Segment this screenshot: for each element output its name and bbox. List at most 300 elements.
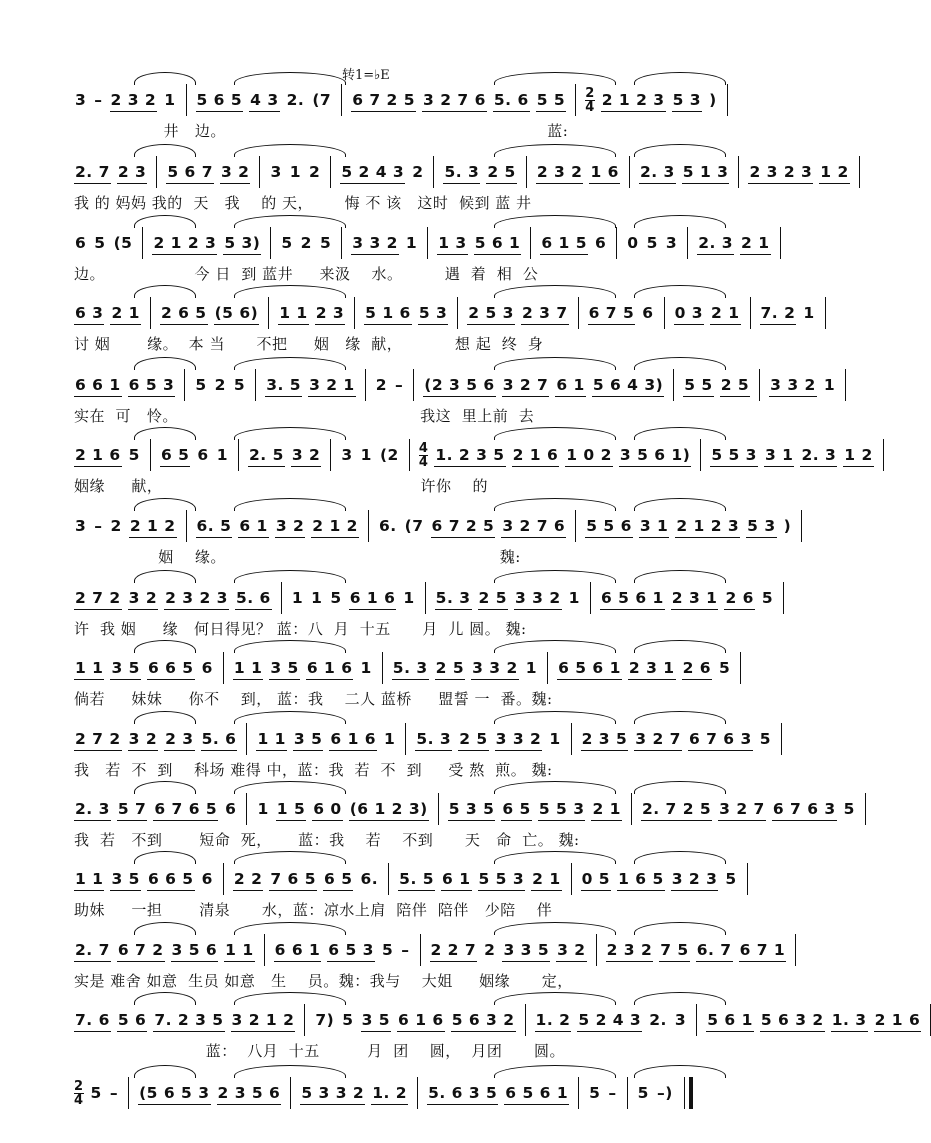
note-group: 1 bbox=[405, 234, 418, 252]
underline-beam bbox=[164, 750, 194, 751]
note-group: 5 6 3 2 bbox=[760, 1011, 825, 1029]
note-group: 5. 3 bbox=[443, 163, 480, 181]
note-group: 3 3 2 bbox=[514, 589, 562, 607]
note-group: 0 5 bbox=[581, 870, 611, 888]
barline bbox=[795, 934, 796, 966]
note-group: 1 1 bbox=[74, 870, 104, 888]
underline-beam bbox=[329, 750, 377, 751]
underline-beam bbox=[634, 750, 682, 751]
note-group: – bbox=[94, 517, 103, 535]
underline-beam bbox=[443, 183, 480, 184]
note-group: 5 5 3 bbox=[538, 800, 586, 818]
underline-beam bbox=[311, 537, 359, 538]
underline-beam bbox=[430, 961, 478, 962]
lyrics-line: 我 的 妈妈 我的 天 我 的 天， 悔 不 该 这时 候到 蓝 井 bbox=[74, 194, 532, 212]
note-group: 6 5 3 bbox=[128, 376, 176, 394]
underline-beam bbox=[269, 890, 317, 891]
slur-mark bbox=[494, 640, 616, 653]
underline-beam bbox=[361, 1031, 391, 1032]
underline-beam bbox=[540, 254, 588, 255]
note-group: 6. 5 bbox=[196, 517, 233, 535]
underline-beam bbox=[249, 111, 279, 112]
slur-mark bbox=[634, 640, 726, 653]
note-group: 4 3 bbox=[249, 91, 279, 109]
final-barline bbox=[684, 1077, 693, 1109]
note-group: 7) bbox=[315, 1011, 335, 1029]
underline-beam bbox=[592, 396, 664, 397]
slur-mark bbox=[234, 992, 346, 1005]
note-group: 1 bbox=[311, 589, 323, 607]
underline-beam bbox=[710, 466, 758, 467]
note-group: – bbox=[395, 376, 404, 394]
score-system bbox=[74, 142, 849, 214]
underline-beam bbox=[501, 820, 531, 821]
note-group: 5 3 5 bbox=[448, 800, 496, 818]
underline-beam bbox=[74, 609, 122, 610]
slur-mark bbox=[134, 781, 196, 794]
lyrics-line: 姻缘 献， 许你 的 bbox=[74, 477, 489, 495]
note-group: 2 3 bbox=[164, 730, 194, 748]
note-group: 3 bbox=[270, 163, 282, 181]
note-group: 5 5 6 bbox=[585, 517, 633, 535]
note-group: 2. 7 bbox=[74, 163, 111, 181]
note-group: 6 1 6 bbox=[329, 730, 377, 748]
note-group: 0 bbox=[627, 234, 639, 252]
underline-beam bbox=[748, 183, 813, 184]
barline bbox=[150, 439, 151, 471]
notation-line bbox=[74, 369, 836, 401]
underline-beam bbox=[74, 1031, 111, 1032]
lyrics-line: 井 边。 蓝: bbox=[74, 122, 569, 140]
note-group: 2 7 2 bbox=[74, 589, 122, 607]
lyrics-line: 蓝： 八月 十五 月 团 圆， 月团 圆。 bbox=[74, 1042, 565, 1060]
underline-beam bbox=[110, 890, 140, 891]
barline bbox=[425, 582, 426, 614]
underline-beam bbox=[458, 750, 488, 751]
note-group: – bbox=[608, 1084, 617, 1102]
note-group: 1 bbox=[257, 800, 269, 818]
underline-beam bbox=[364, 324, 412, 325]
score-system bbox=[74, 355, 836, 427]
underline-beam bbox=[493, 111, 530, 112]
barline bbox=[825, 297, 826, 329]
note-group: ) bbox=[709, 91, 717, 109]
underline-beam bbox=[538, 820, 586, 821]
note-group: 3 5 6 bbox=[171, 941, 219, 959]
note-group: 3 5 bbox=[293, 730, 323, 748]
note-group: 5. 6 bbox=[235, 589, 272, 607]
underline-beam bbox=[312, 820, 342, 821]
slur-mark bbox=[234, 781, 346, 794]
underline-beam bbox=[435, 679, 465, 680]
barline bbox=[330, 156, 331, 188]
underline-beam bbox=[720, 396, 750, 397]
note-group: 1 6 bbox=[589, 163, 619, 181]
note-group: 6. bbox=[360, 870, 379, 888]
note-group: 2. 5 bbox=[248, 446, 285, 464]
underline-beam bbox=[351, 254, 399, 255]
note-group: 3 2 bbox=[128, 589, 158, 607]
note-group: 6 1 6 bbox=[306, 659, 354, 677]
underline-beam bbox=[639, 537, 669, 538]
note-group: – bbox=[94, 91, 103, 109]
barline bbox=[750, 297, 751, 329]
barline bbox=[783, 582, 784, 614]
slur-mark bbox=[634, 851, 726, 864]
note-group: –) bbox=[656, 1084, 673, 1102]
barline bbox=[883, 439, 884, 471]
notation-line bbox=[74, 582, 792, 614]
note-group: 6 1 bbox=[555, 376, 585, 394]
underline-beam bbox=[502, 396, 550, 397]
underline-beam bbox=[764, 466, 794, 467]
note-group: 3 bbox=[75, 91, 87, 109]
barline bbox=[264, 934, 265, 966]
lyrics-line: 倘若 妹妹 你不 到， 蓝：我 二人 蓝桥 盟誓 一 番。魏: bbox=[74, 690, 553, 708]
note-group: 5 bbox=[381, 941, 394, 959]
barline bbox=[740, 652, 741, 684]
barline bbox=[457, 297, 458, 329]
note-group: 1 bbox=[549, 730, 561, 748]
note-group: 3 2 bbox=[291, 446, 321, 464]
note-group: 1 3 bbox=[437, 234, 467, 252]
underline-beam bbox=[160, 324, 208, 325]
key-change-label: 转1=♭E bbox=[342, 68, 390, 83]
slur-mark bbox=[494, 922, 616, 935]
barline bbox=[596, 934, 597, 966]
underline-beam bbox=[110, 324, 140, 325]
note-group: 6 5 bbox=[323, 870, 353, 888]
underline-beam bbox=[675, 537, 740, 538]
underline-beam bbox=[164, 609, 229, 610]
score-system bbox=[74, 779, 855, 851]
note-group: 2. bbox=[649, 1011, 667, 1029]
note-group: 2 2 bbox=[233, 870, 263, 888]
underline-beam bbox=[152, 254, 217, 255]
barline bbox=[238, 439, 239, 471]
barline bbox=[223, 652, 224, 684]
note-group: 1 1 bbox=[74, 659, 104, 677]
note-group: 5 3 bbox=[746, 517, 776, 535]
note-group: 2 6 5 bbox=[160, 304, 208, 322]
barline bbox=[281, 582, 282, 614]
barline bbox=[673, 369, 674, 401]
note-group: 3 bbox=[674, 1011, 687, 1029]
underline-beam bbox=[217, 1104, 282, 1105]
underline-beam bbox=[448, 820, 496, 821]
note-group: 2 5 bbox=[720, 376, 750, 394]
note-group: – bbox=[109, 1084, 119, 1102]
underline-beam bbox=[74, 324, 104, 325]
underline-beam bbox=[697, 254, 734, 255]
lyrics-line: 我 若 不 到 科场 难得 中，蓝：我 若 不 到 受 熬 煎。 魏: bbox=[74, 761, 553, 779]
underline-beam bbox=[153, 1031, 224, 1032]
underline-beam bbox=[671, 609, 719, 610]
note-group: 5 bbox=[646, 234, 658, 252]
note-group: 5 bbox=[843, 800, 855, 818]
note-group: 6 5 bbox=[501, 800, 531, 818]
barline bbox=[255, 369, 256, 401]
note-group: 5 7 bbox=[117, 800, 147, 818]
underline-beam bbox=[600, 609, 665, 610]
underline-beam bbox=[160, 466, 190, 467]
underline-beam bbox=[565, 466, 613, 467]
note-group: 7. 2 bbox=[760, 304, 797, 322]
underline-beam bbox=[589, 183, 619, 184]
underline-beam bbox=[214, 324, 260, 325]
note-group: (6 1 2 3) bbox=[349, 800, 429, 818]
note-group: 6 6 1 bbox=[74, 376, 122, 394]
note-group: 5. 3 bbox=[415, 730, 452, 748]
slur-mark bbox=[634, 922, 726, 935]
barline bbox=[781, 723, 782, 755]
underline-beam bbox=[696, 961, 733, 962]
underline-beam bbox=[581, 890, 611, 891]
note-group: (5 6) bbox=[214, 304, 260, 322]
note-group: 5 1 3 bbox=[682, 163, 730, 181]
score-system bbox=[74, 990, 921, 1062]
underline-beam bbox=[628, 679, 676, 680]
note-group: 1 bbox=[360, 446, 372, 464]
note-group: 2 1 2 bbox=[129, 517, 177, 535]
note-group: 1 6 5 bbox=[617, 870, 665, 888]
note-group: 2 6 bbox=[682, 659, 712, 677]
note-group: 5 bbox=[281, 234, 293, 252]
note-group: 5 bbox=[759, 730, 772, 748]
note-group: 6 bbox=[197, 446, 209, 464]
slur-mark bbox=[234, 144, 346, 157]
note-group: 5 5 bbox=[536, 91, 566, 109]
note-group: 5. 3 bbox=[392, 659, 429, 677]
underline-beam bbox=[418, 324, 448, 325]
underline-beam bbox=[110, 111, 158, 112]
note-group: 6 3 bbox=[74, 304, 104, 322]
underline-beam bbox=[128, 396, 176, 397]
barline bbox=[368, 510, 369, 542]
underline-beam bbox=[718, 820, 766, 821]
note-group: 2 3 5 bbox=[581, 730, 629, 748]
underline-beam bbox=[315, 324, 345, 325]
slur-mark bbox=[634, 427, 726, 440]
note-group: 5 6 7 bbox=[166, 163, 214, 181]
note-group: 6 6 1 bbox=[274, 941, 322, 959]
underline-beam bbox=[235, 609, 272, 610]
barline bbox=[727, 84, 728, 116]
underline-beam bbox=[501, 537, 566, 538]
notation-line bbox=[74, 723, 792, 755]
note-group: 2 3 2 bbox=[110, 91, 158, 109]
note-group: 3 2 1 bbox=[308, 376, 356, 394]
underline-beam bbox=[274, 961, 322, 962]
note-group: 1 1 bbox=[224, 941, 254, 959]
note-group: 1 bbox=[289, 163, 302, 181]
slur-mark bbox=[234, 215, 346, 228]
underline-beam bbox=[641, 820, 712, 821]
note-group: 3 5 bbox=[110, 870, 140, 888]
time-signature: 4 4 bbox=[418, 440, 429, 470]
note-group: 6 7 6 3 bbox=[772, 800, 837, 818]
underline-beam bbox=[327, 961, 375, 962]
slur-mark bbox=[494, 72, 616, 85]
time-signature: 2 4 bbox=[74, 1078, 84, 1108]
underline-beam bbox=[478, 609, 508, 610]
time-signature: 2 4 bbox=[585, 85, 595, 115]
underline-beam bbox=[512, 466, 560, 467]
note-group: 5. 5 bbox=[398, 870, 435, 888]
underline-beam bbox=[435, 609, 472, 610]
notation-line bbox=[74, 510, 792, 542]
note-group: 1 bbox=[403, 589, 415, 607]
barline bbox=[223, 863, 224, 895]
slur-mark bbox=[134, 427, 196, 440]
slur-mark bbox=[134, 992, 196, 1005]
note-group: 6 7 2 5 bbox=[431, 517, 496, 535]
note-group: 2. 3 bbox=[74, 800, 111, 818]
barline bbox=[409, 439, 410, 471]
barline bbox=[268, 297, 269, 329]
underline-beam bbox=[397, 1031, 445, 1032]
barline bbox=[629, 156, 630, 188]
note-group: 5 3 3 2 bbox=[300, 1084, 365, 1102]
note-group: 2 1 6 bbox=[74, 446, 122, 464]
slur-mark bbox=[234, 72, 346, 85]
barline bbox=[575, 84, 576, 116]
underline-beam bbox=[371, 1104, 408, 1105]
underline-beam bbox=[831, 1031, 868, 1032]
note-group: 5 6 5 bbox=[196, 91, 244, 109]
underline-beam bbox=[556, 961, 586, 962]
slur-mark bbox=[634, 570, 726, 583]
slur-mark bbox=[494, 357, 616, 370]
note-group: (7 bbox=[312, 91, 332, 109]
slur-mark bbox=[494, 570, 616, 583]
notation-line bbox=[74, 934, 792, 966]
note-group: 2 3 1 bbox=[628, 659, 676, 677]
note-group: 1 2 bbox=[819, 163, 849, 181]
underline-beam bbox=[423, 396, 495, 397]
note-group: 2. 7 2 5 bbox=[641, 800, 712, 818]
note-group: 2 1 6 bbox=[512, 446, 560, 464]
barline bbox=[525, 1004, 526, 1036]
note-group: 2 3 5 6 bbox=[217, 1084, 282, 1102]
score-system bbox=[74, 283, 815, 355]
slur-mark bbox=[234, 711, 346, 724]
underline-beam bbox=[233, 890, 263, 891]
slur-mark bbox=[494, 427, 616, 440]
slur-mark bbox=[634, 711, 726, 724]
barline bbox=[259, 156, 260, 188]
note-group: 2 6 bbox=[724, 589, 754, 607]
barline bbox=[865, 793, 866, 825]
note-group: (7 bbox=[404, 517, 424, 535]
slur-mark bbox=[234, 640, 346, 653]
score-system bbox=[74, 425, 873, 497]
underline-beam bbox=[427, 1104, 498, 1105]
note-group: 2 bbox=[309, 163, 321, 181]
underline-beam bbox=[434, 466, 505, 467]
note-group: 3 bbox=[75, 517, 87, 535]
note-group: 2. 3 bbox=[800, 446, 837, 464]
barline bbox=[246, 793, 247, 825]
note-group: 6 7 2 bbox=[117, 941, 165, 959]
lyrics-line bbox=[74, 1113, 792, 1135]
barline bbox=[341, 227, 342, 259]
note-group: 3 3 2 bbox=[769, 376, 817, 394]
underline-beam bbox=[682, 183, 730, 184]
barline bbox=[438, 793, 439, 825]
barline bbox=[150, 297, 151, 329]
slur-mark bbox=[494, 711, 616, 724]
note-group: 1 bbox=[525, 659, 538, 677]
slur-mark bbox=[134, 851, 196, 864]
note-group: 5 bbox=[637, 1084, 649, 1102]
note-group: 5. 6 3 5 bbox=[427, 1084, 498, 1102]
lyrics-line: 姻 缘。 魏: bbox=[74, 548, 521, 566]
note-group: 6 1 bbox=[238, 517, 268, 535]
underline-beam bbox=[74, 890, 104, 891]
note-group: 7 5 bbox=[659, 941, 689, 959]
note-group: 2 3 2 3 bbox=[164, 589, 229, 607]
note-group: 6 bbox=[201, 870, 213, 888]
underline-beam bbox=[471, 679, 519, 680]
underline-beam bbox=[772, 820, 837, 821]
slur-mark bbox=[634, 781, 726, 794]
barline bbox=[759, 369, 760, 401]
notation-line bbox=[74, 156, 849, 188]
barline bbox=[578, 1077, 579, 1109]
slur-mark bbox=[234, 1065, 346, 1078]
barline bbox=[696, 1004, 697, 1036]
underline-beam bbox=[110, 679, 140, 680]
underline-beam bbox=[74, 396, 122, 397]
note-group: 2 bbox=[412, 163, 424, 181]
underline-beam bbox=[521, 324, 569, 325]
lyrics-line: 实在 可 怜。 我这 里上前 去 bbox=[74, 407, 535, 425]
underline-beam bbox=[74, 466, 122, 467]
note-group: 6 5 bbox=[160, 446, 190, 464]
barline bbox=[526, 156, 527, 188]
underline-beam bbox=[874, 1031, 922, 1032]
lyrics-line: 许 我 姻 缘 何日得见？ 蓝：八 月 十五 月 儿 圆。 魏: bbox=[74, 620, 527, 638]
barline bbox=[859, 156, 860, 188]
notation-line bbox=[74, 84, 792, 116]
note-group: 1 bbox=[384, 730, 396, 748]
slur-mark bbox=[494, 144, 616, 157]
underline-beam bbox=[233, 679, 263, 680]
underline-beam bbox=[639, 183, 676, 184]
notation-line bbox=[74, 439, 873, 471]
barline bbox=[382, 652, 383, 684]
underline-beam bbox=[601, 111, 666, 112]
barline bbox=[388, 863, 389, 895]
note-group: 6 7 5 bbox=[588, 304, 636, 322]
slur-mark bbox=[234, 357, 346, 370]
underline-beam bbox=[196, 537, 233, 538]
underline-beam bbox=[486, 183, 516, 184]
barline bbox=[405, 723, 406, 755]
underline-beam bbox=[117, 820, 147, 821]
underline-beam bbox=[224, 961, 254, 962]
note-group: 2 5 bbox=[435, 659, 465, 677]
underline-beam bbox=[760, 1031, 825, 1032]
note-group: 2 3 bbox=[117, 163, 147, 181]
slur-mark bbox=[134, 357, 196, 370]
underline-beam bbox=[300, 1104, 365, 1105]
underline-beam bbox=[659, 961, 689, 962]
barline bbox=[631, 793, 632, 825]
slur-mark bbox=[234, 851, 346, 864]
note-group: 2. 7 bbox=[74, 941, 111, 959]
